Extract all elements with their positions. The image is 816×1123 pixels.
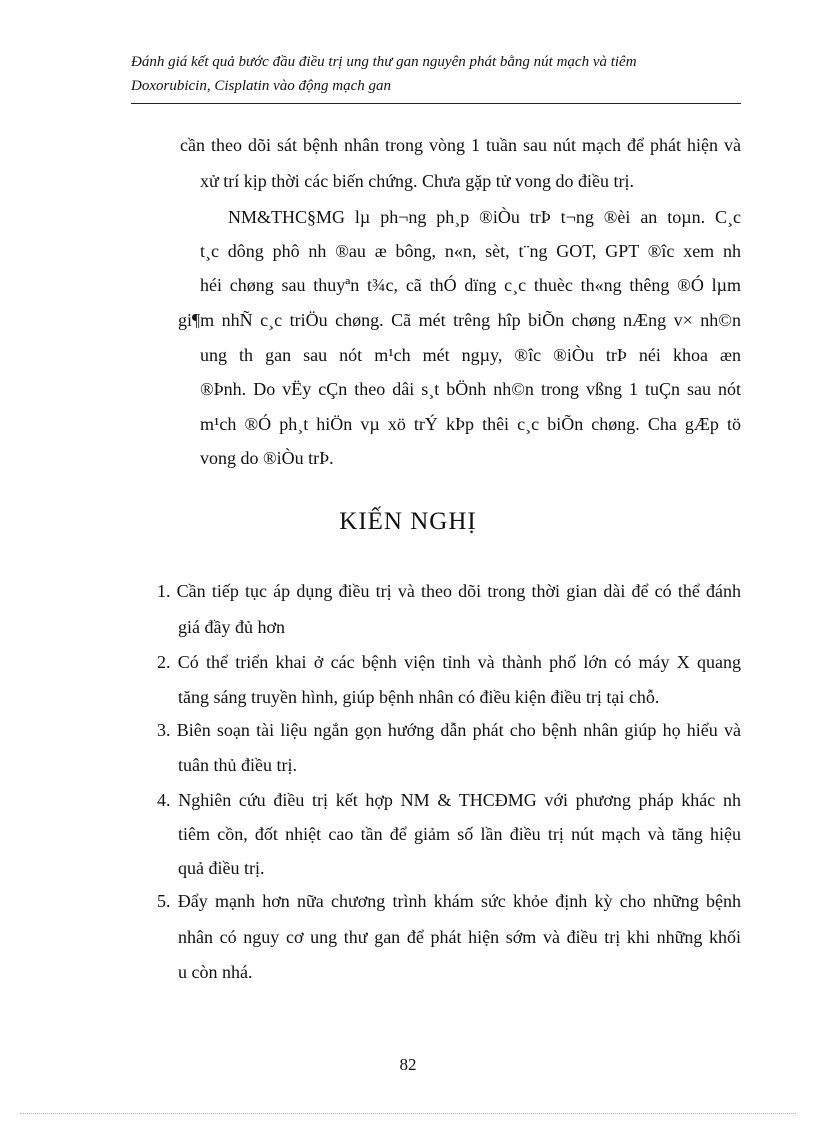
body-line: cần theo dõi sát bệnh nhân trong vòng 1 tuần sau nút mạch để phát hiện và	[180, 135, 741, 155]
footer-dotted-rule	[20, 1113, 796, 1114]
list-item-line: tăng sáng truyền hình, giúp bệnh nhân có điều kiện điều trị tại chỗ.	[178, 687, 660, 707]
list-item-line: giá đầy đủ hơn	[178, 617, 285, 637]
list-item-line: 3. Biên soạn tài liệu ngắn gọn hướng dẫn phát cho bệnh nhân giúp họ hiểu và	[157, 720, 741, 740]
header-line-2: Doxorubicin, Cisplatin vào động mạch gan	[131, 78, 391, 94]
body-line: xử trí kịp thời các biến chứng. Chưa gặp tử vong do điều trị.	[200, 171, 634, 191]
header-rule	[131, 103, 741, 104]
body-line: NM&THC§MG lµ ph¬ng ph¸p ®iÒu trÞ t¬ng ®èi an toµn. C¸c	[228, 207, 741, 227]
body-line: m¹ch ®Ó ph¸t hiÖn vµ xö trÝ kÞp thêi c¸c biÕn chøng. Cha gÆp tö	[200, 414, 741, 434]
body-line: t¸c dông phô nh ®au æ bông, n«n, sèt, t¨ng GOT, GPT ®îc xem nh	[200, 241, 741, 261]
page-number: 82	[399, 1055, 417, 1074]
list-item-line: nhân có nguy cơ ung thư gan để phát hiện sớm và điều trị khi những khối	[178, 927, 741, 947]
list-item-line: 4. Nghiên cứu điều trị kết hợp NM & THCĐMG với phương pháp khác nh	[157, 790, 741, 810]
running-header	[131, 50, 741, 98]
body-line: héi chøng sau thuyªn t¾c, cã thÓ dïng c¸c thuèc th«ng thêng ®Ó lµm	[200, 275, 741, 295]
body-line: ®Þnh. Do vËy cÇn theo dâi s¸t bÖnh nh©n trong vßng 1 tuÇn sau nót	[200, 379, 741, 399]
list-item-line: 2. Có thể triển khai ở các bệnh viện tỉnh và thành phố lớn có máy X quang	[157, 652, 741, 672]
list-item-line: tiêm cồn, đốt nhiệt cao tần để giảm số lần điều trị nút mạch và tăng hiệu	[178, 824, 741, 844]
list-item-line: tuân thủ điều trị.	[178, 755, 297, 775]
body-line: vong do ®iÒu trÞ.	[200, 448, 334, 468]
list-item-line: 1. Cần tiếp tục áp dụng điều trị và theo dõi trong thời gian dài để có thể đánh	[157, 581, 741, 601]
section-heading: KIẾN NGHỊ	[339, 508, 477, 535]
body-line: ung th gan sau nót m¹ch mét ngµy, ®îc ®iÒu trÞ néi khoa æn	[200, 345, 741, 365]
body-line: gi¶m nhÑ c¸c triÖu chøng. Cã mét trêng hîp biÕn chøng nÆng v× nh©n	[178, 310, 741, 330]
list-item-line: 5. Đẩy mạnh hơn nữa chương trình khám sức khỏe định kỳ cho những bệnh	[157, 891, 741, 911]
list-item-line: quả điều trị.	[178, 858, 265, 878]
list-item-line: u còn nhá.	[178, 962, 253, 982]
header-line-1: Đánh giá kết quả bước đầu điều trị ung thư gan nguyên phát bằng nút mạch và tiêm	[131, 54, 637, 70]
